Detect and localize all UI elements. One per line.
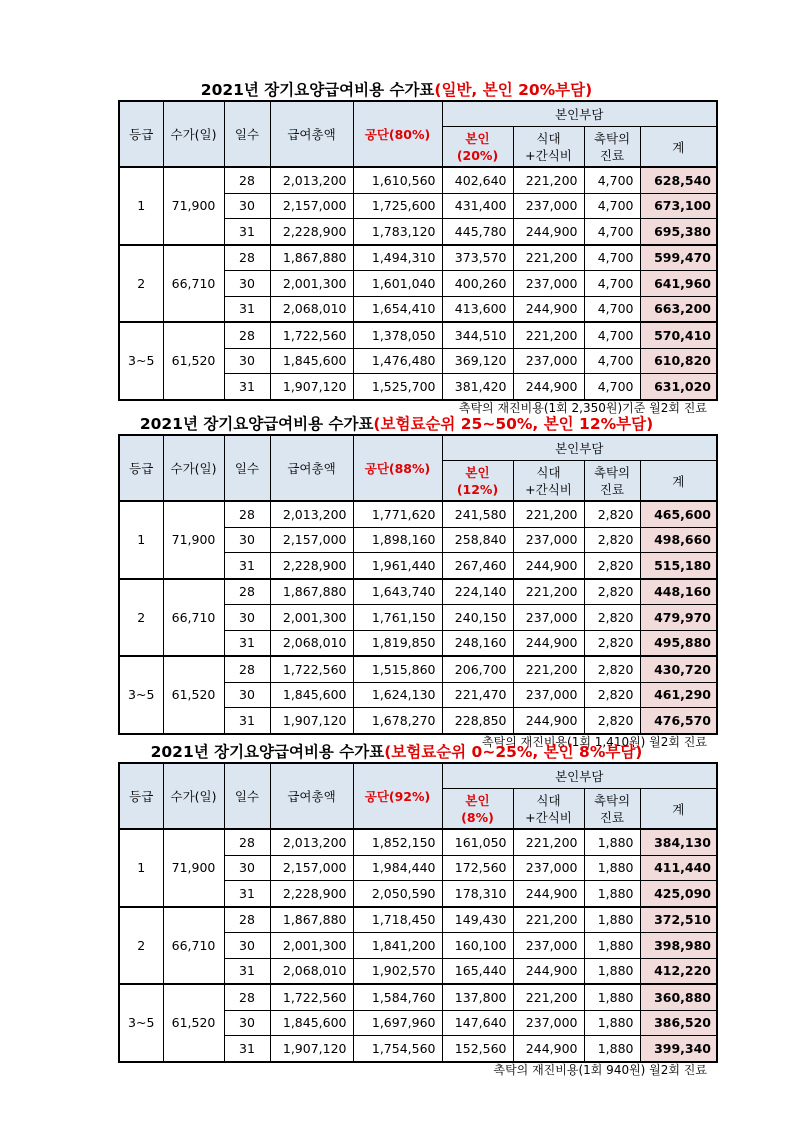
- header-grade: 등급: [119, 763, 163, 829]
- meal-cell: 237,000: [513, 855, 584, 881]
- meal-cell: 221,200: [513, 829, 584, 855]
- grade-cell: 1: [119, 501, 163, 579]
- grade-group: [119, 829, 717, 907]
- self-share-cell: 160,100: [442, 933, 513, 959]
- total-benefit-cell: 2,013,200: [270, 167, 353, 193]
- public-share-cell: 1,718,450: [353, 907, 442, 933]
- doctor-cell: 4,700: [584, 193, 640, 219]
- grade-cell: 3~5: [119, 656, 163, 734]
- meal-cell: 244,900: [513, 708, 584, 734]
- header-days: 일수: [224, 435, 270, 501]
- table-row: [119, 907, 717, 933]
- public-share-cell: 1,378,050: [353, 322, 442, 348]
- self-share-cell: 445,780: [442, 219, 513, 245]
- fee-table: [118, 762, 718, 1063]
- sum-cell: 628,540: [640, 167, 717, 193]
- public-share-cell: 1,601,040: [353, 271, 442, 297]
- table-title: [0, 740, 793, 762]
- grade-cell: 3~5: [119, 322, 163, 400]
- header-meal: [513, 127, 584, 168]
- self-share-cell: 137,800: [442, 984, 513, 1010]
- days-cell: 31: [224, 1036, 270, 1062]
- days-cell: 28: [224, 656, 270, 682]
- public-share-cell: 1,898,160: [353, 527, 442, 553]
- days-cell: 31: [224, 708, 270, 734]
- doctor-cell: 1,880: [584, 958, 640, 984]
- sum-cell: 430,720: [640, 656, 717, 682]
- sum-cell: 631,020: [640, 374, 717, 400]
- days-cell: 28: [224, 501, 270, 527]
- table-row: [119, 579, 717, 605]
- total-benefit-cell: 2,228,900: [270, 553, 353, 579]
- header-meal-line: +간식비: [525, 809, 572, 825]
- total-benefit-cell: 2,068,010: [270, 296, 353, 322]
- days-cell: 31: [224, 374, 270, 400]
- days-cell: 30: [224, 933, 270, 959]
- total-benefit-cell: 2,001,300: [270, 605, 353, 631]
- header-grade: 등급: [119, 435, 163, 501]
- header-doctor-line: 촉탁의: [593, 130, 631, 146]
- public-share-cell: 1,852,150: [353, 829, 442, 855]
- header-days: 일수: [224, 763, 270, 829]
- header-doctor: [584, 461, 640, 502]
- table-title-highlight: (보험료순위 0~25%, 본인 8%부담): [384, 743, 643, 761]
- header-self-share-line: (12%): [456, 481, 499, 497]
- public-share-cell: 1,771,620: [353, 501, 442, 527]
- footnote: 촉탁의 재진비용(1회 1,410원) 월2회 진료: [482, 734, 707, 749]
- fee-table-section: [0, 740, 793, 1077]
- grade-cell: 2: [119, 245, 163, 323]
- doctor-cell: 2,820: [584, 682, 640, 708]
- sum-cell: 515,180: [640, 553, 717, 579]
- self-share-cell: 206,700: [442, 656, 513, 682]
- fee-table-section: [0, 412, 793, 749]
- sum-cell: 663,200: [640, 296, 717, 322]
- grade-group: [119, 656, 717, 734]
- total-benefit-cell: 1,867,880: [270, 245, 353, 271]
- self-share-cell: 248,160: [442, 630, 513, 656]
- sum-cell: 570,410: [640, 322, 717, 348]
- sum-cell: 399,340: [640, 1036, 717, 1062]
- public-share-cell: 1,624,130: [353, 682, 442, 708]
- meal-cell: 244,900: [513, 553, 584, 579]
- grade-group: [119, 984, 717, 1062]
- header-sum: 계: [640, 461, 717, 502]
- header-copay-group: 본인부담: [442, 435, 717, 461]
- total-benefit-cell: 1,845,600: [270, 1010, 353, 1036]
- self-share-cell: 241,580: [442, 501, 513, 527]
- doctor-cell: 1,880: [584, 907, 640, 933]
- grade-group: [119, 907, 717, 985]
- meal-cell: 244,900: [513, 1036, 584, 1062]
- public-share-cell: 1,902,570: [353, 958, 442, 984]
- doctor-cell: 1,880: [584, 1010, 640, 1036]
- days-cell: 28: [224, 579, 270, 605]
- total-benefit-cell: 1,907,120: [270, 374, 353, 400]
- self-share-cell: 344,510: [442, 322, 513, 348]
- header-meal-line: 식대: [536, 792, 561, 808]
- doctor-cell: 2,820: [584, 527, 640, 553]
- header-doctor-line: 촉탁의: [593, 464, 631, 480]
- sum-cell: 425,090: [640, 881, 717, 907]
- header-meal-line: 식대: [536, 464, 561, 480]
- daily-fee-cell: 71,900: [163, 501, 224, 579]
- header-meal-line: +간식비: [525, 147, 572, 163]
- doctor-cell: 2,820: [584, 553, 640, 579]
- table-row: [119, 501, 717, 527]
- days-cell: 30: [224, 605, 270, 631]
- meal-cell: 221,200: [513, 501, 584, 527]
- header-meal-line: 식대: [536, 130, 561, 146]
- meal-cell: 244,900: [513, 881, 584, 907]
- meal-cell: 221,200: [513, 167, 584, 193]
- meal-cell: 244,900: [513, 958, 584, 984]
- public-share-cell: 1,725,600: [353, 193, 442, 219]
- public-share-cell: 1,819,850: [353, 630, 442, 656]
- days-cell: 28: [224, 167, 270, 193]
- header-total-benefit: 급여총액: [270, 763, 353, 829]
- total-benefit-cell: 2,157,000: [270, 193, 353, 219]
- public-share-cell: 1,476,480: [353, 348, 442, 374]
- total-benefit-cell: 1,867,880: [270, 579, 353, 605]
- header-self-share: [442, 127, 513, 168]
- self-share-cell: 152,560: [442, 1036, 513, 1062]
- self-share-cell: 267,460: [442, 553, 513, 579]
- header-meal: [513, 789, 584, 830]
- header-self-share-line: 본인: [465, 130, 490, 146]
- sum-cell: 412,220: [640, 958, 717, 984]
- meal-cell: 221,200: [513, 579, 584, 605]
- header-public-share: 공단(80%): [353, 101, 442, 167]
- meal-cell: 237,000: [513, 682, 584, 708]
- sum-cell: 476,570: [640, 708, 717, 734]
- public-share-cell: 2,050,590: [353, 881, 442, 907]
- header-sum: 계: [640, 789, 717, 830]
- meal-cell: 237,000: [513, 271, 584, 297]
- daily-fee-cell: 61,520: [163, 322, 224, 400]
- total-benefit-cell: 1,722,560: [270, 322, 353, 348]
- header-doctor: [584, 789, 640, 830]
- doctor-cell: 4,700: [584, 348, 640, 374]
- meal-cell: 244,900: [513, 219, 584, 245]
- table-row: [119, 984, 717, 1010]
- header-doctor-line: 촉탁의: [593, 792, 631, 808]
- sum-cell: 695,380: [640, 219, 717, 245]
- self-share-cell: 413,600: [442, 296, 513, 322]
- doctor-cell: 1,880: [584, 984, 640, 1010]
- sum-cell: 479,970: [640, 605, 717, 631]
- days-cell: 28: [224, 829, 270, 855]
- header-doctor-line: 진료: [599, 809, 625, 825]
- header-doctor: [584, 127, 640, 168]
- total-benefit-cell: 2,013,200: [270, 501, 353, 527]
- doctor-cell: 4,700: [584, 245, 640, 271]
- days-cell: 30: [224, 193, 270, 219]
- days-cell: 30: [224, 527, 270, 553]
- meal-cell: 244,900: [513, 630, 584, 656]
- public-share-cell: 1,841,200: [353, 933, 442, 959]
- table-title-highlight: (보험료순위 25~50%, 본인 12%부담): [373, 415, 654, 433]
- grade-group: [119, 579, 717, 657]
- public-share-cell: 1,610,560: [353, 167, 442, 193]
- header-daily-fee: 수가(일): [163, 435, 224, 501]
- grade-cell: 1: [119, 167, 163, 245]
- self-share-cell: 381,420: [442, 374, 513, 400]
- self-share-cell: 373,570: [442, 245, 513, 271]
- sum-cell: 495,880: [640, 630, 717, 656]
- header-self-share: [442, 789, 513, 830]
- total-benefit-cell: 2,001,300: [270, 933, 353, 959]
- daily-fee-cell: 71,900: [163, 167, 224, 245]
- doctor-cell: 4,700: [584, 374, 640, 400]
- self-share-cell: 228,850: [442, 708, 513, 734]
- public-share-cell: 1,961,440: [353, 553, 442, 579]
- public-share-cell: 1,984,440: [353, 855, 442, 881]
- meal-cell: 221,200: [513, 907, 584, 933]
- doctor-cell: 2,820: [584, 501, 640, 527]
- header-meal: [513, 461, 584, 502]
- grade-cell: 2: [119, 579, 163, 657]
- meal-cell: 237,000: [513, 193, 584, 219]
- header-daily-fee: 수가(일): [163, 763, 224, 829]
- table-row: [119, 322, 717, 348]
- footnote: 촉탁의 재진비용(1회 940원) 월2회 진료: [493, 1062, 707, 1077]
- days-cell: 28: [224, 322, 270, 348]
- days-cell: 30: [224, 682, 270, 708]
- grade-group: [119, 322, 717, 400]
- header-public-share: 공단(92%): [353, 763, 442, 829]
- days-cell: 28: [224, 984, 270, 1010]
- header-copay-group: 본인부담: [442, 763, 717, 789]
- public-share-cell: 1,654,410: [353, 296, 442, 322]
- meal-cell: 237,000: [513, 527, 584, 553]
- total-benefit-cell: 1,722,560: [270, 656, 353, 682]
- sum-cell: 465,600: [640, 501, 717, 527]
- days-cell: 31: [224, 630, 270, 656]
- days-cell: 31: [224, 881, 270, 907]
- daily-fee-cell: 66,710: [163, 245, 224, 323]
- fee-table-section: [0, 78, 793, 415]
- doctor-cell: 2,820: [584, 656, 640, 682]
- sum-cell: 386,520: [640, 1010, 717, 1036]
- meal-cell: 221,200: [513, 322, 584, 348]
- days-cell: 31: [224, 553, 270, 579]
- sum-cell: 641,960: [640, 271, 717, 297]
- sum-cell: 673,100: [640, 193, 717, 219]
- public-share-cell: 1,678,270: [353, 708, 442, 734]
- table-title-main: 2021년 장기요양급여비용 수가표: [139, 415, 374, 433]
- meal-cell: 244,900: [513, 296, 584, 322]
- daily-fee-cell: 61,520: [163, 984, 224, 1062]
- public-share-cell: 1,584,760: [353, 984, 442, 1010]
- doctor-cell: 4,700: [584, 296, 640, 322]
- grade-group: [119, 167, 717, 245]
- table-row: [119, 167, 717, 193]
- doctor-cell: 2,820: [584, 605, 640, 631]
- total-benefit-cell: 1,845,600: [270, 348, 353, 374]
- table-title-highlight: (일반, 본인 20%부담): [434, 81, 593, 99]
- days-cell: 31: [224, 296, 270, 322]
- header-sum: 계: [640, 127, 717, 168]
- sum-cell: 360,880: [640, 984, 717, 1010]
- days-cell: 30: [224, 1010, 270, 1036]
- table-title: [0, 412, 793, 434]
- self-share-cell: 400,260: [442, 271, 513, 297]
- total-benefit-cell: 2,013,200: [270, 829, 353, 855]
- header-days: 일수: [224, 101, 270, 167]
- table-row: [119, 245, 717, 271]
- doctor-cell: 1,880: [584, 1036, 640, 1062]
- doctor-cell: 4,700: [584, 167, 640, 193]
- header-daily-fee: 수가(일): [163, 101, 224, 167]
- sum-cell: 599,470: [640, 245, 717, 271]
- days-cell: 31: [224, 219, 270, 245]
- sum-cell: 448,160: [640, 579, 717, 605]
- total-benefit-cell: 1,722,560: [270, 984, 353, 1010]
- doctor-cell: 4,700: [584, 271, 640, 297]
- self-share-cell: 147,640: [442, 1010, 513, 1036]
- days-cell: 28: [224, 245, 270, 271]
- days-cell: 30: [224, 271, 270, 297]
- total-benefit-cell: 1,907,120: [270, 1036, 353, 1062]
- public-share-cell: 1,643,740: [353, 579, 442, 605]
- grade-cell: 2: [119, 907, 163, 985]
- grade-group: [119, 245, 717, 323]
- total-benefit-cell: 1,867,880: [270, 907, 353, 933]
- self-share-cell: 221,470: [442, 682, 513, 708]
- header-self-share-line: 본인: [465, 792, 490, 808]
- daily-fee-cell: 66,710: [163, 907, 224, 985]
- header-doctor-line: 진료: [599, 147, 625, 163]
- doctor-cell: 1,880: [584, 855, 640, 881]
- header-grade: 등급: [119, 101, 163, 167]
- sum-cell: 384,130: [640, 829, 717, 855]
- days-cell: 30: [224, 855, 270, 881]
- self-share-cell: 178,310: [442, 881, 513, 907]
- table-row: [119, 829, 717, 855]
- self-share-cell: 165,440: [442, 958, 513, 984]
- public-share-cell: 1,494,310: [353, 245, 442, 271]
- fee-table: [118, 434, 718, 735]
- public-share-cell: 1,525,700: [353, 374, 442, 400]
- table-title: [0, 78, 793, 100]
- total-benefit-cell: 1,845,600: [270, 682, 353, 708]
- daily-fee-cell: 66,710: [163, 579, 224, 657]
- header-self-share-line: 본인: [465, 464, 490, 480]
- public-share-cell: 1,761,150: [353, 605, 442, 631]
- sum-cell: 610,820: [640, 348, 717, 374]
- doctor-cell: 1,880: [584, 933, 640, 959]
- public-share-cell: 1,697,960: [353, 1010, 442, 1036]
- public-share-cell: 1,783,120: [353, 219, 442, 245]
- self-share-cell: 431,400: [442, 193, 513, 219]
- footnote: 촉탁의 재진비용(1회 2,350원)기준 월2회 진료: [458, 400, 707, 415]
- self-share-cell: 258,840: [442, 527, 513, 553]
- total-benefit-cell: 2,068,010: [270, 958, 353, 984]
- sum-cell: 411,440: [640, 855, 717, 881]
- total-benefit-cell: 2,001,300: [270, 271, 353, 297]
- doctor-cell: 2,820: [584, 708, 640, 734]
- fee-table: [118, 100, 718, 401]
- public-share-cell: 1,515,860: [353, 656, 442, 682]
- table-title-main: 2021년 장기요양급여비용 수가표: [200, 81, 435, 99]
- sum-cell: 498,660: [640, 527, 717, 553]
- doctor-cell: 2,820: [584, 630, 640, 656]
- header-copay-group: 본인부담: [442, 101, 717, 127]
- header-total-benefit: 급여총액: [270, 101, 353, 167]
- header-public-share: 공단(88%): [353, 435, 442, 501]
- self-share-cell: 369,120: [442, 348, 513, 374]
- days-cell: 28: [224, 907, 270, 933]
- total-benefit-cell: 2,157,000: [270, 527, 353, 553]
- meal-cell: 237,000: [513, 1010, 584, 1036]
- meal-cell: 237,000: [513, 605, 584, 631]
- self-share-cell: 402,640: [442, 167, 513, 193]
- table-title-main: 2021년 장기요양급여비용 수가표: [150, 743, 385, 761]
- self-share-cell: 240,150: [442, 605, 513, 631]
- public-share-cell: 1,754,560: [353, 1036, 442, 1062]
- grade-cell: 3~5: [119, 984, 163, 1062]
- header-doctor-line: 진료: [599, 481, 625, 497]
- meal-cell: 221,200: [513, 656, 584, 682]
- meal-cell: 244,900: [513, 374, 584, 400]
- doctor-cell: 1,880: [584, 881, 640, 907]
- header-self-share-line: (20%): [456, 147, 499, 163]
- doctor-cell: 4,700: [584, 219, 640, 245]
- self-share-cell: 161,050: [442, 829, 513, 855]
- total-benefit-cell: 2,068,010: [270, 630, 353, 656]
- self-share-cell: 224,140: [442, 579, 513, 605]
- meal-cell: 237,000: [513, 348, 584, 374]
- sum-cell: 372,510: [640, 907, 717, 933]
- total-benefit-cell: 2,228,900: [270, 219, 353, 245]
- header-self-share: [442, 461, 513, 502]
- daily-fee-cell: 61,520: [163, 656, 224, 734]
- total-benefit-cell: 2,228,900: [270, 881, 353, 907]
- total-benefit-cell: 2,157,000: [270, 855, 353, 881]
- doctor-cell: 1,880: [584, 829, 640, 855]
- header-self-share-line: (8%): [461, 809, 494, 825]
- meal-cell: 221,200: [513, 245, 584, 271]
- meal-cell: 221,200: [513, 984, 584, 1010]
- doctor-cell: 4,700: [584, 322, 640, 348]
- daily-fee-cell: 71,900: [163, 829, 224, 907]
- header-total-benefit: 급여총액: [270, 435, 353, 501]
- doctor-cell: 2,820: [584, 579, 640, 605]
- grade-cell: 1: [119, 829, 163, 907]
- self-share-cell: 172,560: [442, 855, 513, 881]
- days-cell: 30: [224, 348, 270, 374]
- table-row: [119, 656, 717, 682]
- self-share-cell: 149,430: [442, 907, 513, 933]
- sum-cell: 461,290: [640, 682, 717, 708]
- meal-cell: 237,000: [513, 933, 584, 959]
- grade-group: [119, 501, 717, 579]
- total-benefit-cell: 1,907,120: [270, 708, 353, 734]
- header-meal-line: +간식비: [525, 481, 572, 497]
- sum-cell: 398,980: [640, 933, 717, 959]
- days-cell: 31: [224, 958, 270, 984]
